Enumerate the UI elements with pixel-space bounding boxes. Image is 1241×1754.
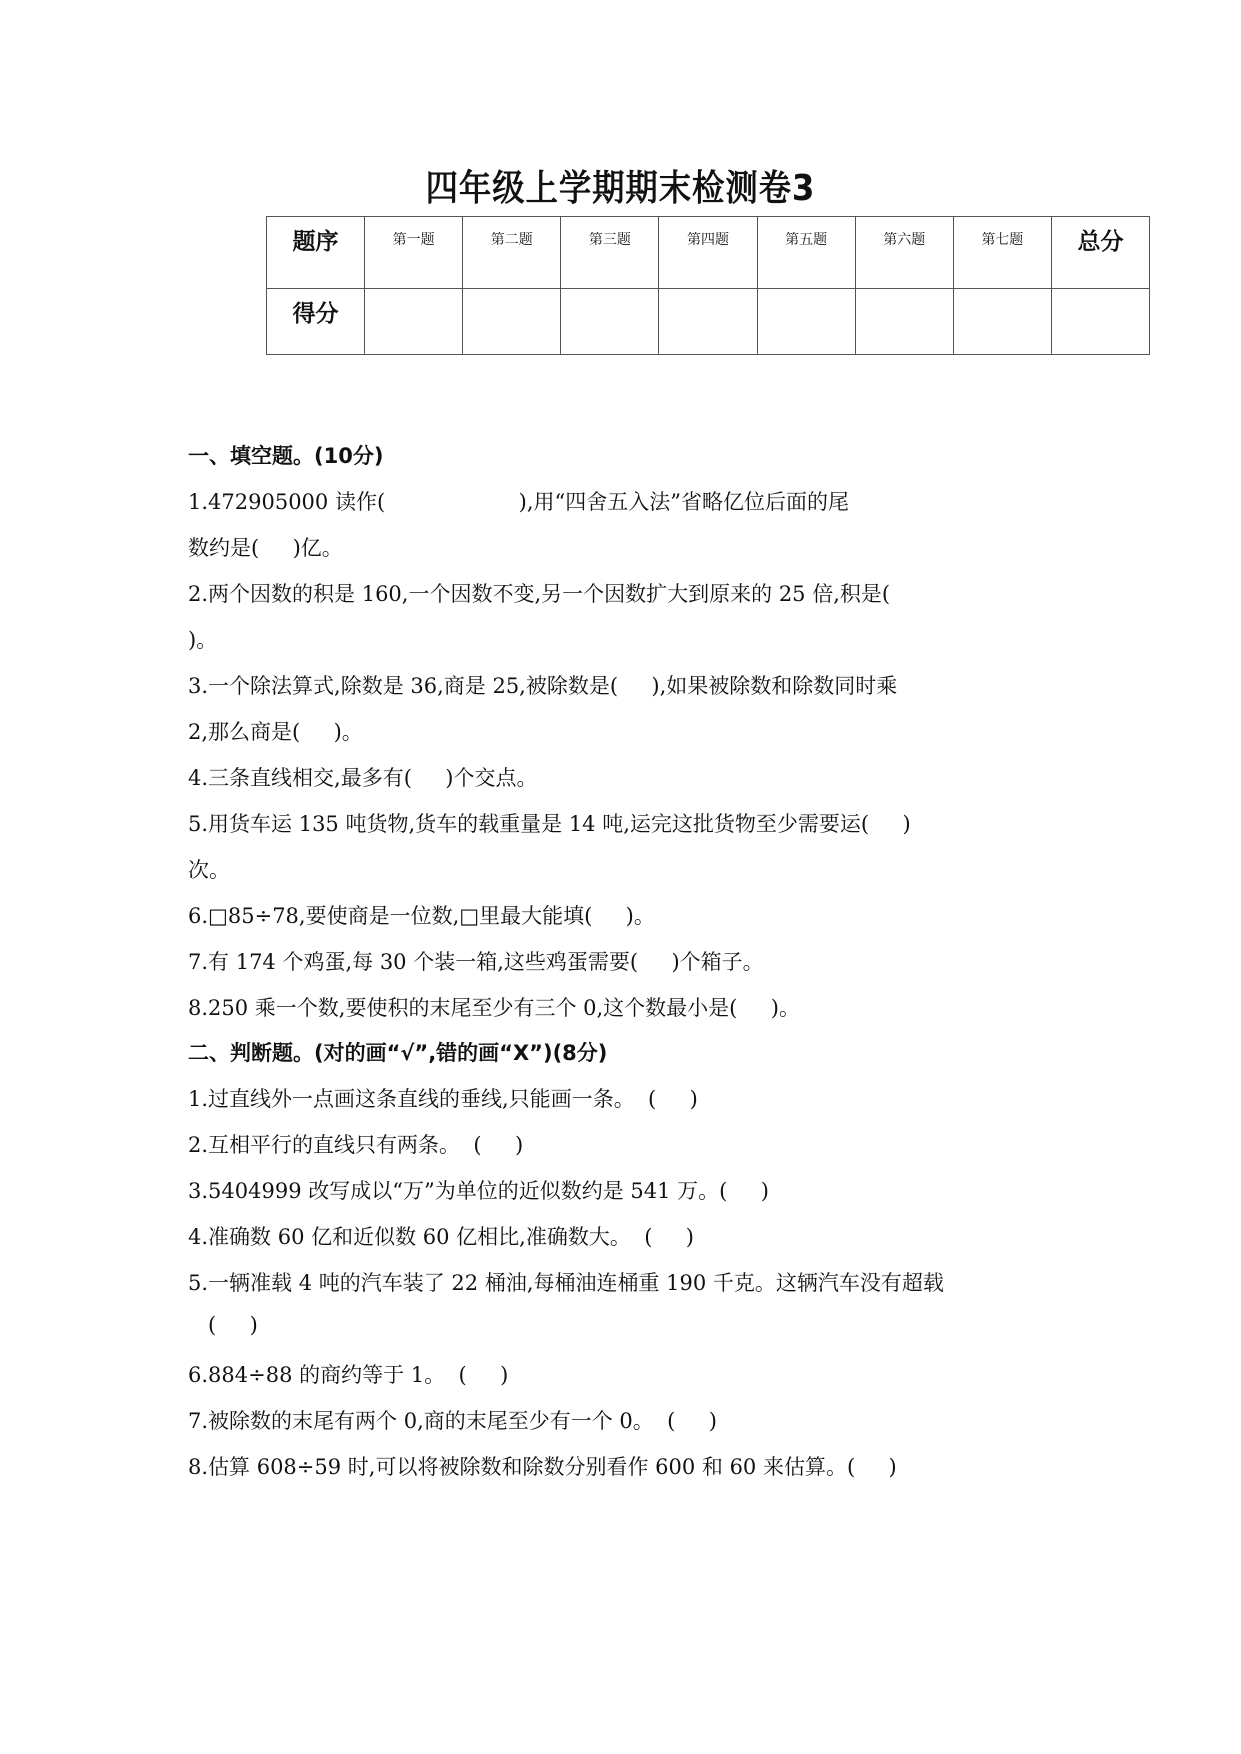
score-cell-6[interactable] <box>855 289 953 355</box>
page-title: 四年级上学期期末检测卷3 <box>425 168 816 209</box>
score-cell-1[interactable] <box>365 289 463 355</box>
score-table <box>266 216 1150 355</box>
score-label-cell: 得分 <box>267 289 365 355</box>
score-table-score-row <box>267 289 1150 355</box>
question-line: 7.被除数的末尾有两个 0,商的末尾至少有一个 0。 ( ) <box>188 1409 717 1433</box>
question-line: 3.5404999 改写成以“万”为单位的近似数约是 541 万。( ) <box>188 1179 769 1203</box>
question-line: 2.互相平行的直线只有两条。 ( ) <box>188 1133 524 1157</box>
question-column-5: 第五题 <box>757 217 855 289</box>
question-line: 8.估算 608÷59 时,可以将被除数和除数分别看作 600 和 60 来估算。( ) <box>188 1455 897 1479</box>
question-line: 数约是( )亿。 <box>188 536 343 560</box>
question-line: 1.过直线外一点画这条直线的垂线,只能画一条。 ( ) <box>188 1087 698 1111</box>
question-column-1: 第一题 <box>365 217 463 289</box>
question-line: 8.250 乘一个数,要使积的末尾至少有三个 0,这个数最小是( )。 <box>188 996 800 1020</box>
question-column-6: 第六题 <box>855 217 953 289</box>
question-column-7: 第七题 <box>953 217 1051 289</box>
score-cell-4[interactable] <box>659 289 757 355</box>
score-cell-5[interactable] <box>757 289 855 355</box>
question-column-2: 第二题 <box>463 217 561 289</box>
score-cell-7[interactable] <box>953 289 1051 355</box>
question-column-4: 第四题 <box>659 217 757 289</box>
question-line: 5.用货车运 135 吨货物,货车的载重量是 14 吨,运完这批货物至少需要运( ) <box>188 812 911 836</box>
question-line: )。 <box>188 628 218 652</box>
question-line: 4.准确数 60 亿和近似数 60 亿相比,准确数大。 ( ) <box>188 1225 694 1249</box>
question-line: 1.472905000 读作( ),用“四舍五入法”省略亿位后面的尾 <box>188 490 849 514</box>
section-heading-fill-blank: 一、填空题。(10分) <box>188 444 384 468</box>
question-line: 6.884÷88 的商约等于 1。 ( ) <box>188 1363 509 1387</box>
score-cell-3[interactable] <box>561 289 659 355</box>
question-line: 3.一个除法算式,除数是 36,商是 25,被除数是( ),如果被除数和除数同时乘 <box>188 674 898 698</box>
total-column: 总分 <box>1051 217 1149 289</box>
section-heading-true-false: 二、判断题。(对的画“√”,错的画“X”)(8分) <box>188 1041 608 1065</box>
question-line: 5.一辆准载 4 吨的汽车装了 22 桶油,每桶油连桶重 190 千克。这辆汽车没有超载 <box>188 1271 944 1295</box>
question-line: 2,那么商是( )。 <box>188 720 363 744</box>
score-table-header-row <box>267 217 1150 289</box>
question-line: 2.两个因数的积是 160,一个因数不变,另一个因数扩大到原来的 25 倍,积是( <box>188 582 891 606</box>
question-line: 7.有 174 个鸡蛋,每 30 个装一箱,这些鸡蛋需要( )个箱子。 <box>188 950 764 974</box>
question-line: 6.□85÷78,要使商是一位数,□里最大能填( )。 <box>188 904 655 928</box>
question-line: ( ) <box>188 1313 258 1337</box>
score-cell-2[interactable] <box>463 289 561 355</box>
question-column-3: 第三题 <box>561 217 659 289</box>
header-label-cell: 题序 <box>267 217 365 289</box>
score-cell-total[interactable] <box>1051 289 1149 355</box>
question-line: 次。 <box>188 858 230 882</box>
question-line: 4.三条直线相交,最多有( )个交点。 <box>188 766 538 790</box>
